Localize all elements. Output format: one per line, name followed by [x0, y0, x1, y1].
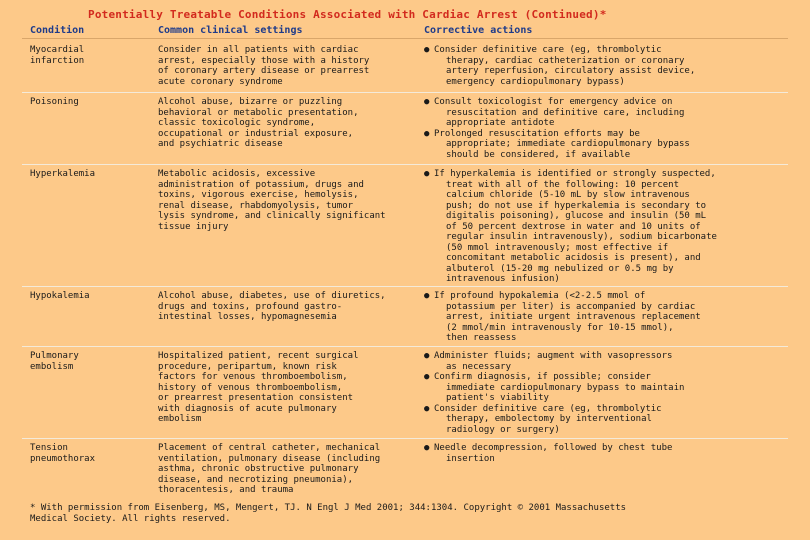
action-bullet [424, 291, 701, 302]
settings-line: Placement of central catheter, mechanical [158, 443, 381, 453]
action-line: therapy, embolectomy by interventional [446, 414, 652, 424]
action-line: emergency cardiopulmonary bypass) [446, 76, 625, 87]
condition-cell [30, 351, 79, 372]
row-divider [22, 438, 788, 439]
settings-line: intestinal losses, hypomagnesemia [158, 312, 337, 322]
condition-line: pneumothorax [30, 453, 96, 464]
settings-cell [158, 443, 380, 496]
header-condition: Condition [30, 25, 85, 36]
action-line: appropriate; immediate cardiopulmonary bypass [446, 139, 690, 149]
action-line: Prolonged resuscitation efforts may be [434, 128, 640, 139]
bullet-icon: ● [424, 291, 430, 301]
action-bullet [424, 169, 717, 180]
condition-cell [30, 169, 95, 180]
action-line: potassium per liter) is accompanied by cardiac [446, 301, 696, 312]
settings-line: thoracentesis, and trauma [158, 485, 294, 495]
footnote [30, 503, 626, 525]
action-line: artery reperfusion, circulatory assist device, [446, 66, 696, 76]
header-divider [22, 38, 788, 39]
action-line: radiology or surgery) [446, 424, 560, 435]
action-line: concomitant metabolic acidosis is present), and [446, 253, 701, 263]
action-line: Consider definitive care (eg, thrombolytic [434, 45, 662, 55]
condition-line: Hyperkalemia [30, 169, 96, 179]
actions-cell [424, 97, 690, 160]
settings-line: asthma, chronic obstructive pulmonary [158, 464, 359, 474]
action-bullet [424, 351, 684, 362]
bullet-icon: ● [424, 97, 430, 107]
bullet-icon: ● [424, 372, 430, 382]
condition-line: Tension [30, 443, 68, 453]
settings-line: ventilation, pulmonary disease (including [158, 453, 381, 464]
row-divider [22, 164, 788, 165]
action-line: immediate cardiopulmonary bypass to maintain [446, 382, 685, 393]
header-corrective-actions: Corrective actions [424, 25, 533, 36]
settings-line: drugs and toxins, profound gastro- [158, 301, 343, 312]
condition-cell [30, 45, 84, 66]
condition-line: embolism [30, 361, 74, 372]
action-line: (50 mmol intravenously; most effective if [446, 242, 669, 253]
settings-line: factors for venous thromboembolism, [158, 372, 348, 382]
action-line: Confirm diagnosis, if possible; consider [434, 372, 651, 382]
settings-line: tissue injury [158, 221, 229, 232]
header-clinical-settings: Common clinical settings [158, 25, 303, 36]
action-line: of 50 percent dextrose in water and 10 units of [446, 221, 701, 232]
settings-line: occupational or industrial exposure, [158, 128, 354, 139]
action-line: insertion [446, 453, 495, 464]
row-divider [22, 346, 788, 347]
settings-line: classic toxicologic syndrome, [158, 118, 316, 128]
action-line: appropriate antidote [446, 118, 555, 128]
action-line: treat with all of the following: 10 percent [446, 179, 679, 190]
actions-cell [424, 169, 717, 285]
action-line: If profound hypokalemia (<2-2.5 mmol of [434, 291, 646, 301]
action-bullet [424, 372, 684, 383]
condition-line: infarction [30, 55, 85, 66]
actions-cell [424, 291, 701, 344]
action-bullet [424, 443, 672, 454]
bullet-icon: ● [424, 351, 430, 361]
action-line: therapy, cardiac catheterization or coronary [446, 55, 685, 66]
footnote-line: Medical Society. All rights reserved. [30, 514, 231, 524]
settings-line: Metabolic acidosis, excessive [158, 169, 316, 179]
settings-line: disease, and necrotizing pneumonia), [158, 474, 354, 485]
table-title: Potentially Treatable Conditions Associated with Cardiac Arrest (Continued)* [88, 8, 607, 21]
condition-cell [30, 291, 90, 302]
action-line: Consider definitive care (eg, thrombolytic [434, 403, 662, 414]
settings-line: Hospitalized patient, recent surgical [158, 351, 359, 361]
action-line: If hyperkalemia is identified or strongly suspected, [434, 169, 716, 179]
bullet-icon: ● [424, 169, 430, 179]
condition-line: Pulmonary [30, 351, 79, 361]
settings-line: or prearrest presentation consistent [158, 393, 354, 403]
settings-line: Consider in all patients with cardiac [158, 45, 359, 55]
settings-line: history of venous thromboembolism, [158, 382, 343, 393]
settings-line: procedure, peripartum, known risk [158, 361, 337, 372]
action-line: Consult toxicologist for emergency advice on [434, 97, 673, 107]
row-divider [22, 92, 788, 93]
settings-line: administration of potassium, drugs and [158, 179, 364, 190]
action-line: Administer fluids; augment with vasopressors [434, 351, 673, 361]
condition-line: Myocardial [30, 45, 85, 55]
actions-cell [424, 45, 695, 87]
settings-line: toxins, vigorous exercise, hemolysis, [158, 190, 359, 200]
settings-line: embolism [158, 414, 202, 424]
action-line: patient's viability [446, 393, 549, 403]
bullet-icon: ● [424, 45, 430, 55]
settings-cell [158, 351, 358, 425]
settings-line: of coronary artery disease or prearrest [158, 66, 370, 76]
settings-line: renal disease, rhabdomyolysis, tumor [158, 200, 354, 211]
action-line: then reassess [446, 333, 517, 343]
action-line: intravenous infusion) [446, 274, 560, 284]
bullet-icon: ● [424, 128, 430, 139]
settings-line: behavioral or metabolic presentation, [158, 107, 359, 118]
action-line: arrest, initiate urgent intravenous replacement [446, 312, 701, 322]
settings-cell [158, 169, 386, 232]
action-line: resuscitation and definitive care, including [446, 107, 685, 118]
action-line: should be considered, if available [446, 149, 631, 160]
actions-cell [424, 351, 684, 435]
settings-line: and psychiatric disease [158, 139, 283, 149]
condition-line: Poisoning [30, 97, 79, 107]
settings-line: with diagnosis of acute pulmonary [158, 403, 337, 414]
action-bullet [424, 129, 690, 140]
row-divider [22, 286, 788, 287]
bullet-icon: ● [424, 403, 430, 414]
settings-line: lysis syndrome, and clinically significant [158, 211, 386, 221]
bullet-icon: ● [424, 443, 430, 453]
settings-cell [158, 291, 386, 323]
condition-cell [30, 443, 95, 464]
action-bullet [424, 45, 695, 56]
action-line: regular insulin intravenously), sodium bicarbonate [446, 232, 717, 242]
action-bullet [424, 404, 684, 415]
condition-cell [30, 97, 79, 108]
settings-line: arrest, especially those with a history [158, 55, 370, 66]
settings-line: Alcohol abuse, diabetes, use of diuretics, [158, 291, 386, 301]
footnote-line: * With permission from Eisenberg, MS, Mengert, TJ. N Engl J Med 2001; 344:1304. Copyright © 2001 Massachusetts [30, 503, 627, 513]
action-line: Needle decompression, followed by chest tube [434, 443, 673, 453]
settings-line: Alcohol abuse, bizarre or puzzling [158, 97, 343, 107]
action-line: digitalis poisoning), glucose and insulin (50 mL [446, 211, 707, 221]
actions-cell [424, 443, 672, 464]
settings-cell [158, 97, 358, 150]
action-line: as necessary [446, 361, 512, 372]
action-line: push; do not use if hyperkalemia is secondary to [446, 200, 707, 211]
condition-line: Hypokalemia [30, 291, 90, 301]
settings-line: acute coronary syndrome [158, 76, 283, 87]
settings-cell [158, 45, 369, 87]
action-line: calcium chloride (5-10 mL by slow intravenous [446, 190, 690, 200]
action-line: (2 mmol/min intravenously for 10-15 mmol), [446, 322, 674, 333]
action-bullet [424, 97, 690, 108]
action-line: albuterol (15-20 mg nebulized or 0.5 mg by [446, 263, 674, 274]
